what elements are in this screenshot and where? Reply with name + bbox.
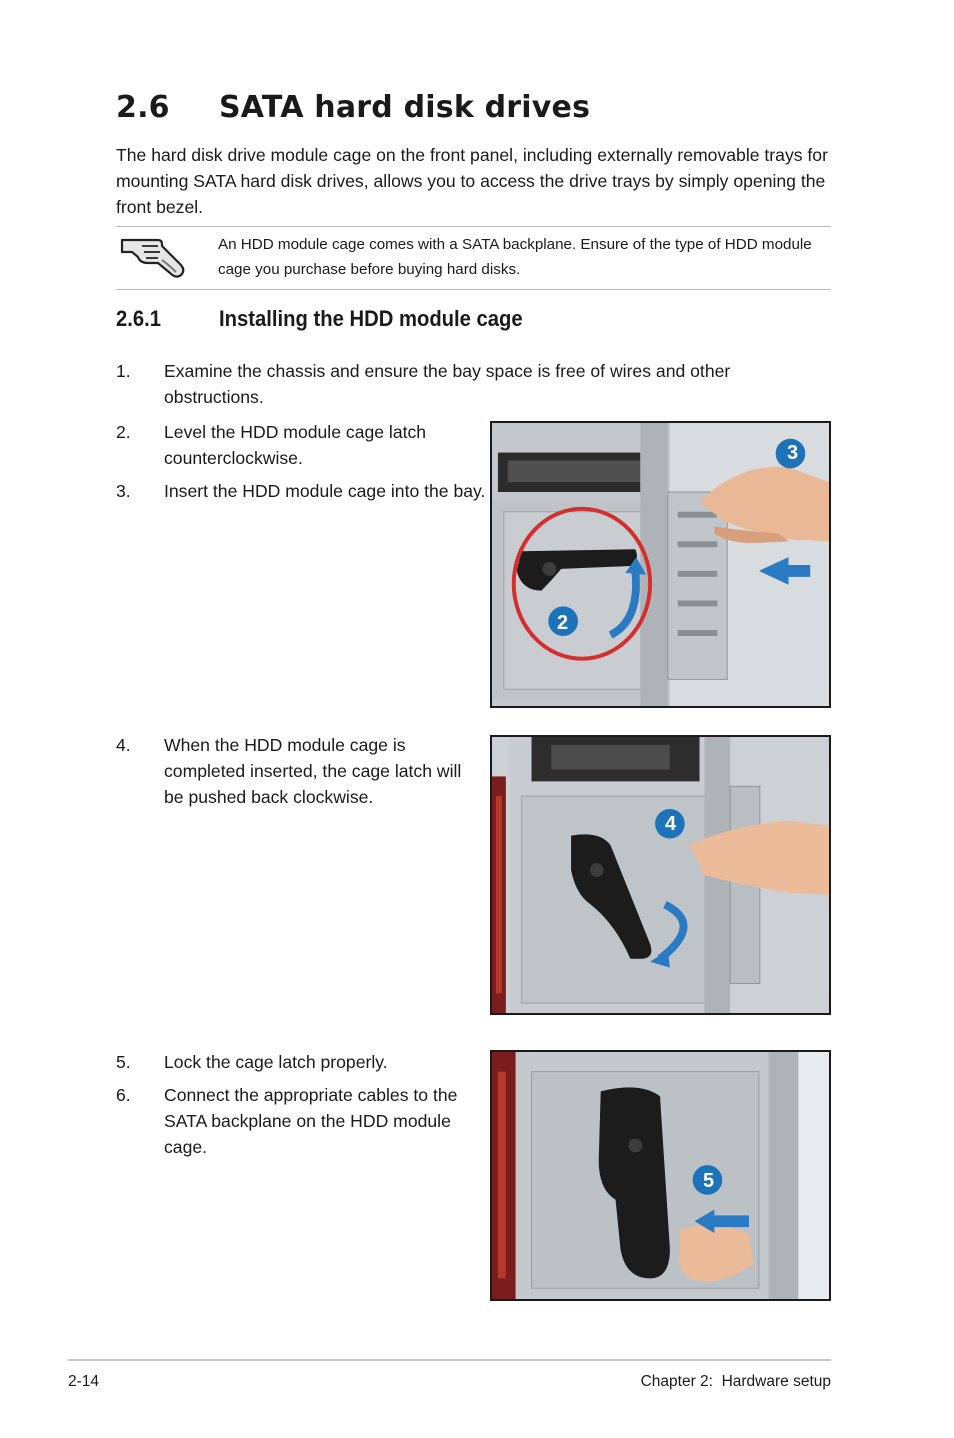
- photo-latch-clockwise: [490, 735, 831, 1015]
- section-heading: [116, 90, 590, 125]
- callout-5: 5: [703, 1170, 715, 1192]
- step-text: Insert the HDD module cage into the bay.: [164, 481, 486, 501]
- step-number: 1.: [116, 361, 131, 381]
- note-bottom-rule: [116, 289, 831, 290]
- subsection-heading: [116, 306, 523, 332]
- step-text: Level the HDD module cage latch counterclockwise.: [164, 422, 427, 468]
- step-number: 3.: [116, 481, 131, 501]
- step-text: When the HDD module cage is completed inserted, the cage latch will be pushed back clockwise.: [164, 735, 462, 807]
- callout-2: 2: [557, 612, 569, 634]
- footer-chapter: Chapter 2: Hardware setup: [640, 1373, 831, 1390]
- section-number: 2.6: [116, 90, 170, 125]
- hand-note-icon: [118, 230, 190, 280]
- step-number: 6.: [116, 1085, 131, 1105]
- footer-page-number: 2-14: [68, 1373, 100, 1390]
- photo-latch-lock: [490, 1050, 831, 1301]
- section-title: SATA hard disk drives: [219, 90, 591, 125]
- subsection-title: Installing the HDD module cage: [219, 306, 523, 331]
- note-text: An HDD module cage comes with a SATA backplane. Ensure of the type of HDD module cage you purchase before buying hard disks.: [218, 236, 812, 278]
- footer-rule: [68, 1359, 831, 1361]
- intro-paragraph: The hard disk drive module cage on the front panel, including externally removable trays for mounting SATA hard disk drives, allows you to access the drive trays by simply opening the front bezel.: [116, 145, 828, 217]
- subsection-number: 2.6.1: [116, 306, 162, 331]
- step-number: 5.: [116, 1052, 131, 1072]
- photo-latch-insert: [490, 421, 831, 708]
- step-text: Examine the chassis and ensure the bay space is free of wires and other obstructions.: [164, 361, 731, 407]
- step-text: Connect the appropriate cables to the SATA backplane on the HDD module cage.: [164, 1085, 458, 1157]
- step-number: 2.: [116, 422, 131, 442]
- note-top-rule: [116, 226, 831, 227]
- callout-3: 3: [787, 442, 799, 464]
- step-number: 4.: [116, 735, 131, 755]
- callout-4: 4: [665, 813, 677, 835]
- step-text: Lock the cage latch properly.: [164, 1052, 388, 1072]
